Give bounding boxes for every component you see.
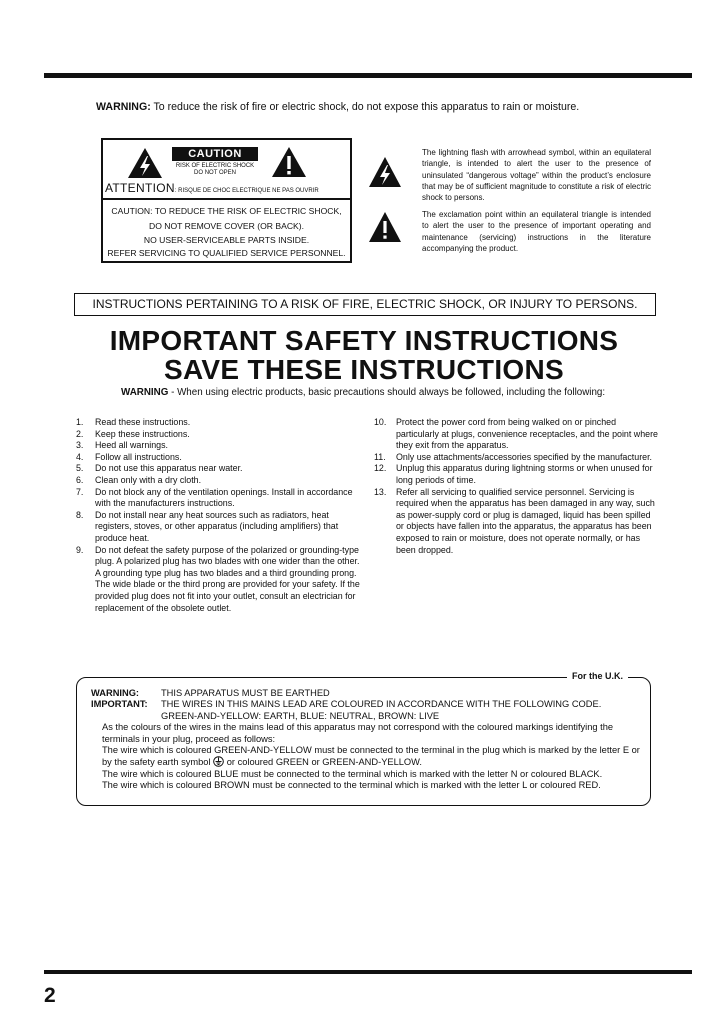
caution-label: CAUTION — [172, 147, 258, 161]
list-item-text: Do not defeat the safety purpose of the polarized or grounding-type plug. A polarized plug has two blades with one wider than the other. A grounding type plug has two blades and a third grounding prong. The wide blade or the third prong are provided for your safety. If the provided plug does not fit into your outlet, consult an electrician for replacement of the obsolete outlet. — [95, 544, 360, 613]
list-item-number: 9. — [76, 544, 84, 555]
uk-code-line: GREEN-AND-YELLOW: EARTH, BLUE: NEUTRAL, BROWN: LIVE — [161, 710, 440, 721]
exclamation-warning-icon — [271, 146, 307, 178]
uk-important-value: THE WIRES IN THIS MAINS LEAD ARE COLOURED IN ACCORDANCE WITH THE FOLLOWING CODE. — [161, 699, 602, 710]
lightning-warning-icon — [127, 147, 163, 179]
uk-label: For the U.K. — [567, 671, 628, 681]
list-item-number: 12. — [374, 463, 387, 474]
page-number: 2 — [44, 984, 56, 1007]
caution-small-text — [172, 163, 258, 177]
exclamation-symbol-icon — [368, 211, 402, 243]
list-item — [76, 487, 366, 510]
caution-line-3: NO USER-SERVICEABLE PARTS INSIDE. — [143, 235, 310, 245]
list-item — [76, 417, 366, 429]
list-item — [76, 440, 366, 452]
lightning-symbol-icon — [368, 156, 402, 188]
uk-para-1 — [91, 722, 646, 745]
top-warning — [96, 101, 579, 113]
uk-warning-row — [91, 688, 646, 699]
list-item — [76, 475, 366, 487]
instructions-list-left — [76, 417, 366, 614]
list-item-number: 10. — [374, 417, 387, 427]
caution-line-4: REFER SERVICING TO QUALIFIED SERVICE PERSONNEL. — [107, 248, 346, 258]
top-warning-label: WARNING: — [96, 101, 151, 113]
instructions-heading: INSTRUCTIONS PERTAINING TO A RISK OF FIRE, ELECTRIC SHOCK, OR INJURY TO PERSONS. — [74, 293, 656, 316]
list-item-number: 2. — [76, 428, 84, 439]
list-item-text: Keep these instructions. — [95, 428, 190, 439]
uk-important-key: IMPORTANT: — [91, 699, 148, 710]
uk-para-2-text-a: The wire which is coloured GREEN-AND-YELLOW must be connected to the terminal in the plug which is marked by the letter E or by the safety earth symbol — [102, 745, 640, 768]
list-item — [76, 463, 366, 475]
caution-line-1-label: CAUTION — [111, 206, 151, 216]
uk-para-4: The wire which is coloured BROWN must be connected to the terminal which is marked with the letter L or coloured RED. — [102, 780, 601, 791]
caution-box-divider — [101, 198, 352, 200]
uk-para-2 — [91, 745, 646, 769]
lightning-explanation: The lightning flash with arrowhead symbol, within an equilateral triangle, is intended to alert the user to the presence of uninsulated “dangerous voltage” within the product’s enclosure that may be of sufficient magnitude to constitute a risk of electric shock to persons. — [422, 148, 651, 203]
bottom-rule — [44, 970, 692, 974]
list-item-number: 7. — [76, 486, 84, 497]
list-item — [76, 452, 366, 464]
list-item-number: 11. — [374, 451, 386, 462]
attention-text: : RISQUE DE CHOC ELECTRIQUE NE PAS OUVRIR — [174, 188, 319, 194]
instructions-list-right — [374, 417, 658, 556]
list-item-number: 3. — [76, 440, 84, 451]
list-item-text: Clean only with a dry cloth. — [95, 474, 202, 485]
uk-para-3: The wire which is coloured BLUE must be connected to the terminal which is marked with the letter N or coloured BLACK. — [102, 768, 603, 779]
list-item-text: Heed all warnings. — [95, 440, 169, 451]
list-item — [374, 452, 658, 464]
sub-warning-text: - When using electric products, basic precautions should always be followed, including the following: — [168, 387, 606, 398]
uk-para-1-text: As the colours of the wires in the mains lead of this apparatus may not correspond with the coloured markings identifying the terminals in your plug, proceed as follows: — [102, 722, 614, 744]
caution-line-1 — [103, 204, 350, 219]
list-item-text: Refer all servicing to qualified service personnel. Servicing is required when the apparatus has been damaged in any way, such as power-supply cord or plug is damaged, liquid has been spilled or objects have fallen into the apparatus, the apparatus has been exposed to rain or moisture, does not operate normally, or has been dropped. — [396, 486, 655, 555]
list-item — [374, 417, 658, 452]
uk-important-row — [91, 699, 646, 710]
list-item-text: Only use attachments/accessories specified by the manufacturer. — [396, 451, 653, 462]
list-item-text: Follow all instructions. — [95, 451, 182, 462]
list-item-text: Do not use this apparatus near water. — [95, 463, 243, 474]
title-important-safety: IMPORTANT SAFETY INSTRUCTIONS — [109, 325, 619, 356]
attention-label: ATTENTION — [105, 181, 175, 195]
earth-symbol-icon — [213, 756, 224, 767]
caution-line-2: DO NOT REMOVE COVER (OR BACK). — [148, 221, 305, 231]
list-item-number: 8. — [76, 509, 84, 520]
list-item-text: Do not block any of the ventilation openings. Install in accordance with the manufacturers instructions. — [95, 486, 353, 509]
sub-warning-label: WARNING — [121, 387, 169, 398]
caution-small-line1: RISK OF ELECTRIC SHOCK — [175, 163, 255, 169]
list-item — [76, 429, 366, 441]
top-warning-text: To reduce the risk of fire or electric shock, do not expose this apparatus to rain or moisture. — [153, 101, 580, 113]
list-item-text: Read these instructions. — [95, 417, 191, 427]
uk-para-2-text-b: or coloured GREEN or GREEN-AND-YELLOW. — [226, 757, 423, 768]
list-item-number: 6. — [76, 474, 84, 485]
exclamation-explanation: The exclamation point within an equilateral triangle is intended to alert the user to the presence of important operating and maintenance (servicing) instructions in the literature accompanying the product. — [422, 210, 651, 253]
list-item-number: 13. — [374, 486, 387, 497]
top-rule — [44, 73, 692, 78]
uk-warning-key: WARNING: — [91, 688, 140, 698]
list-item — [76, 545, 366, 615]
uk-warning-text — [91, 688, 646, 792]
list-item-number: 1. — [76, 417, 84, 427]
caution-line-1-text: : TO REDUCE THE RISK OF ELECTRIC SHOCK, — [150, 206, 342, 216]
list-item-text: Do not install near any heat sources such as radiators, heat registers, stoves, or other apparatus (including amplifiers) that produce heat. — [95, 509, 339, 543]
sub-warning — [121, 387, 605, 398]
list-item-text: Unplug this apparatus during lightning storms or when unused for long periods of time. — [396, 463, 653, 485]
list-item — [374, 487, 658, 557]
list-item — [76, 510, 366, 545]
list-item-text: Protect the power cord from being walked on or pinched particularly at plugs, convenience receptacles, and the point where they exit from the apparatus. — [396, 417, 658, 451]
uk-warning-value: THIS APPARATUS MUST BE EARTHED — [161, 688, 330, 698]
title-save-instructions: SAVE THESE INSTRUCTIONS — [164, 354, 564, 385]
list-item-number: 4. — [76, 451, 84, 462]
list-item — [374, 463, 658, 486]
list-item-number: 5. — [76, 463, 84, 474]
attention-line — [105, 181, 349, 195]
caution-small-line2: DO NOT OPEN — [194, 170, 236, 176]
